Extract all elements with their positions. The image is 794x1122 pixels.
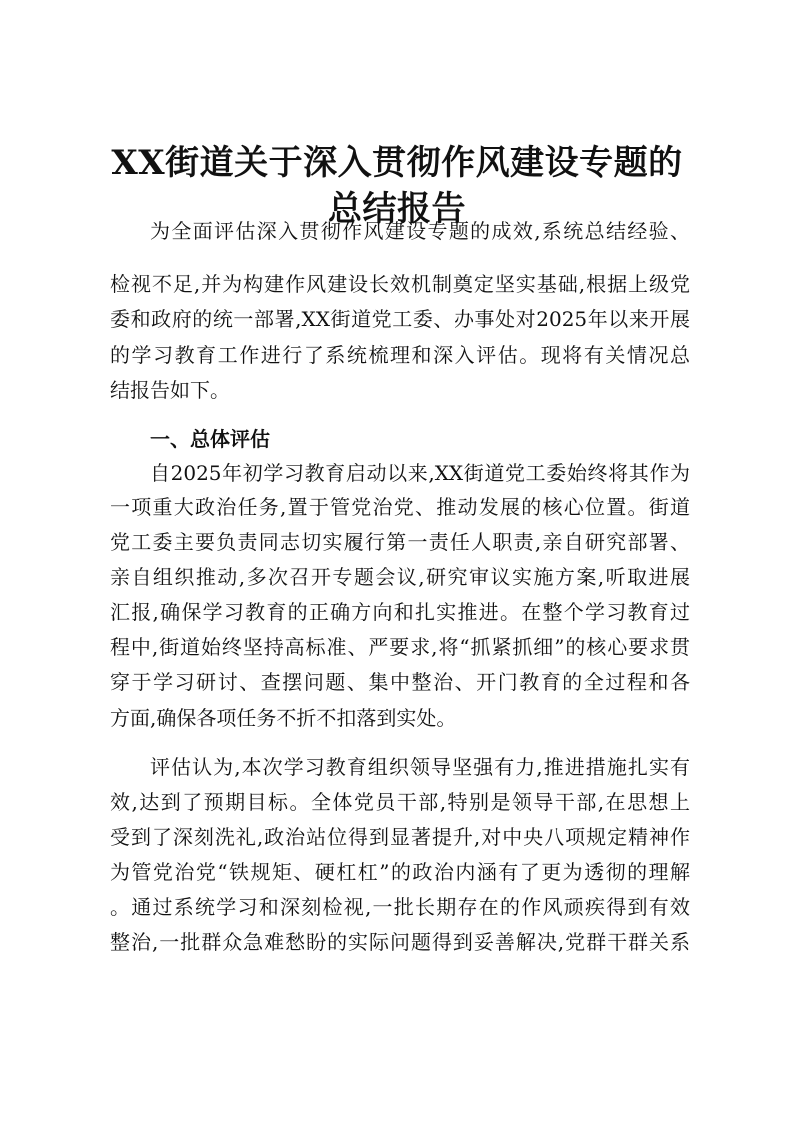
paragraph-2-line: 汇报,确保学习教育的正确方向和扎实推进。在整个学习教育过 [110, 600, 690, 624]
paragraph-1-line: 结报告如下。 [110, 378, 230, 402]
paragraph-3-line: 评估认为,本次学习教育组织领导坚强有力,推进措施扎实有 [150, 755, 690, 779]
paragraph-3-line: 。通过系统学习和深刻检视,一批长期存在的作风顽疾得到有效 [110, 895, 690, 919]
document-title-line-2: 总结报告 [328, 189, 466, 229]
paragraph-1-line: 的学习教育工作进行了系统梳理和深入评估。现将有关情况总 [110, 343, 690, 367]
paragraph-2-line: 亲自组织推动,多次召开专题会议,研究审议实施方案,听取进展 [110, 565, 690, 589]
paragraph-2-line: 程中,街道始终坚持高标准、严要求,将“抓紧抓细”的核心要求贯 [110, 635, 690, 659]
paragraph-1-line: 委和政府的统一部署,XX街道党工委、办事处对2025年以来开展 [110, 307, 690, 331]
paragraph-2-line: 自2025年初学习教育启动以来,XX街道党工委始终将其作为 [150, 461, 690, 485]
paragraph-2-line: 党工委主要负责同志切实履行第一责任人职责,亲自研究部署、 [110, 530, 690, 554]
section-heading: 一、总体评估 [150, 427, 270, 451]
document-title-line-1: XX街道关于深入贯彻作风建设专题的 [111, 143, 683, 183]
paragraph-2-line: 方面,确保各项任务不折不扣落到实处。 [110, 706, 457, 730]
paragraph-2-line: 一项重大政治任务,置于管党治党、推动发展的核心位置。街道 [110, 495, 690, 519]
paragraph-3-line: 效,达到了预期目标。全体党员干部,特别是领导干部,在思想上 [110, 790, 690, 814]
paragraph-1-line: 为全面评估深入贯彻作风建设专题的成效,系统总结经验、 [150, 219, 690, 243]
paragraph-3-line: 整治,一批群众急难愁盼的实际问题得到妥善解决,党群干群关系 [110, 930, 690, 954]
paragraph-1-line: 检视不足,并为构建作风建设长效机制奠定坚实基础,根据上级党 [110, 272, 690, 296]
paragraph-2-line: 穿于学习研讨、查摆问题、集中整治、开门教育的全过程和各 [110, 670, 690, 694]
paragraph-3-line: 受到了深刻洗礼,政治站位得到显著提升,对中央八项规定精神作 [110, 825, 690, 849]
paragraph-3-line: 为管党治党“铁规矩、硬杠杠”的政治内涵有了更为透彻的理解 [110, 860, 690, 884]
